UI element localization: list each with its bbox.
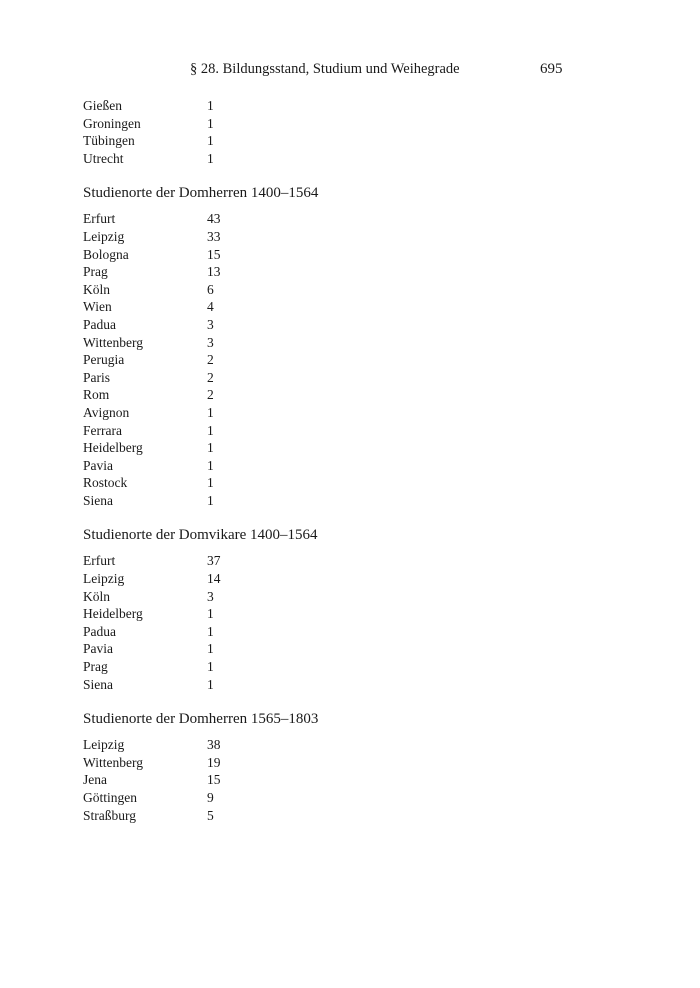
table-row <box>83 439 603 457</box>
student-count: 2 <box>207 369 214 385</box>
place-name: Wittenberg <box>83 334 143 350</box>
table-row <box>83 334 603 352</box>
table-row <box>83 115 603 133</box>
table-row <box>83 404 603 422</box>
place-name: Leipzig <box>83 737 125 753</box>
table-row <box>83 281 603 299</box>
place-name: Paris <box>83 369 110 385</box>
table-row <box>83 676 603 694</box>
table-row <box>83 263 603 281</box>
table-row <box>83 228 603 246</box>
place-name: Pavia <box>83 457 113 473</box>
student-count: 15 <box>207 772 221 788</box>
place-name: Köln <box>83 588 110 604</box>
place-name: Göttingen <box>83 790 137 805</box>
place-name: Tübingen <box>83 133 135 149</box>
place-name: Straßburg <box>83 807 136 823</box>
table-row <box>83 623 603 641</box>
section-heading: Studienorte der Domvikare 1400–1564 <box>83 527 318 544</box>
student-count: 6 <box>207 281 214 297</box>
student-count: 1 <box>207 98 214 113</box>
student-count: 1 <box>207 404 214 420</box>
page-number: 695 <box>540 61 563 77</box>
place-name: Utrecht <box>83 150 124 166</box>
table-row <box>83 351 603 369</box>
place-name: Erfurt <box>83 553 116 569</box>
place-name: Avignon <box>83 404 130 420</box>
table-row <box>83 605 603 623</box>
student-count: 1 <box>207 457 214 473</box>
place-name: Prag <box>83 264 108 280</box>
table-row <box>83 754 603 772</box>
student-count: 1 <box>207 440 214 456</box>
table-row <box>83 210 603 228</box>
student-count: 19 <box>207 754 221 770</box>
place-list <box>83 552 603 693</box>
place-name: Jena <box>83 772 107 788</box>
table-row <box>83 474 603 492</box>
table-row <box>83 771 603 789</box>
student-count: 3 <box>207 588 214 604</box>
table-row <box>83 97 603 115</box>
table-row <box>83 316 603 334</box>
place-name: Siena <box>83 676 113 692</box>
place-name: Padua <box>83 316 116 332</box>
place-name: Groningen <box>83 115 141 131</box>
place-name: Rom <box>83 387 110 403</box>
table-row <box>83 789 603 807</box>
place-name: Pavia <box>83 641 113 657</box>
student-count: 2 <box>207 352 214 368</box>
student-count: 13 <box>207 264 221 280</box>
table-section <box>83 525 603 693</box>
student-count: 1 <box>207 676 214 692</box>
place-name: Siena <box>83 492 113 508</box>
student-count: 3 <box>207 334 214 350</box>
table-row <box>83 457 603 475</box>
table-row <box>83 386 603 404</box>
table-row <box>83 298 603 316</box>
table-row <box>83 369 603 387</box>
student-count: 1 <box>207 659 214 675</box>
place-name: Wittenberg <box>83 754 143 770</box>
place-name: Wien <box>83 299 112 315</box>
place-name: Rostock <box>83 475 128 491</box>
place-list <box>83 736 603 824</box>
place-name: Erfurt <box>83 211 116 227</box>
table-section <box>83 709 603 824</box>
student-count: 1 <box>207 623 214 639</box>
student-count: 14 <box>207 571 221 587</box>
student-count: 37 <box>207 553 221 569</box>
student-count: 2 <box>207 387 214 403</box>
running-header <box>0 61 700 81</box>
student-count: 9 <box>207 790 214 805</box>
place-list <box>83 210 603 509</box>
student-count: 38 <box>207 737 221 753</box>
student-count: 3 <box>207 316 214 332</box>
student-count: 1 <box>207 475 214 491</box>
table-section <box>83 183 603 509</box>
table-row <box>83 640 603 658</box>
student-count: 5 <box>207 807 214 823</box>
table-row <box>83 132 603 150</box>
student-count: 1 <box>207 115 214 131</box>
table-row <box>83 658 603 676</box>
section-heading: Studienorte der Domherren 1565–1803 <box>83 711 319 728</box>
place-name: Perugia <box>83 352 125 368</box>
place-name: Heidelberg <box>83 606 143 622</box>
table-row <box>83 150 603 168</box>
section-heading: Studienorte der Domherren 1400–1564 <box>83 185 319 202</box>
place-name: Leipzig <box>83 571 125 587</box>
student-count: 1 <box>207 606 214 622</box>
running-title: § 28. Bildungsstand, Studium und Weihegrade <box>190 61 460 77</box>
page-content <box>83 97 603 824</box>
student-count: 4 <box>207 299 214 315</box>
student-count: 1 <box>207 641 214 657</box>
student-count: 1 <box>207 422 214 438</box>
student-count: 1 <box>207 133 214 149</box>
table-row <box>83 552 603 570</box>
continued-place-list <box>83 97 603 167</box>
place-name: Leipzig <box>83 228 125 244</box>
table-row <box>83 736 603 754</box>
place-name: Prag <box>83 659 108 675</box>
student-count: 1 <box>207 150 214 166</box>
place-name: Heidelberg <box>83 440 143 456</box>
table-row <box>83 570 603 588</box>
place-name: Gießen <box>83 98 122 113</box>
table-row <box>83 246 603 264</box>
table-row <box>83 588 603 606</box>
student-count: 43 <box>207 211 221 227</box>
table-row <box>83 422 603 440</box>
place-name: Bologna <box>83 246 129 262</box>
place-name: Köln <box>83 281 110 297</box>
place-name: Ferrara <box>83 422 122 438</box>
place-name: Padua <box>83 623 116 639</box>
table-row <box>83 807 603 825</box>
student-count: 15 <box>207 246 221 262</box>
student-count: 33 <box>207 228 221 244</box>
student-count: 1 <box>207 492 214 508</box>
sections-container <box>83 183 603 824</box>
table-row <box>83 492 603 510</box>
